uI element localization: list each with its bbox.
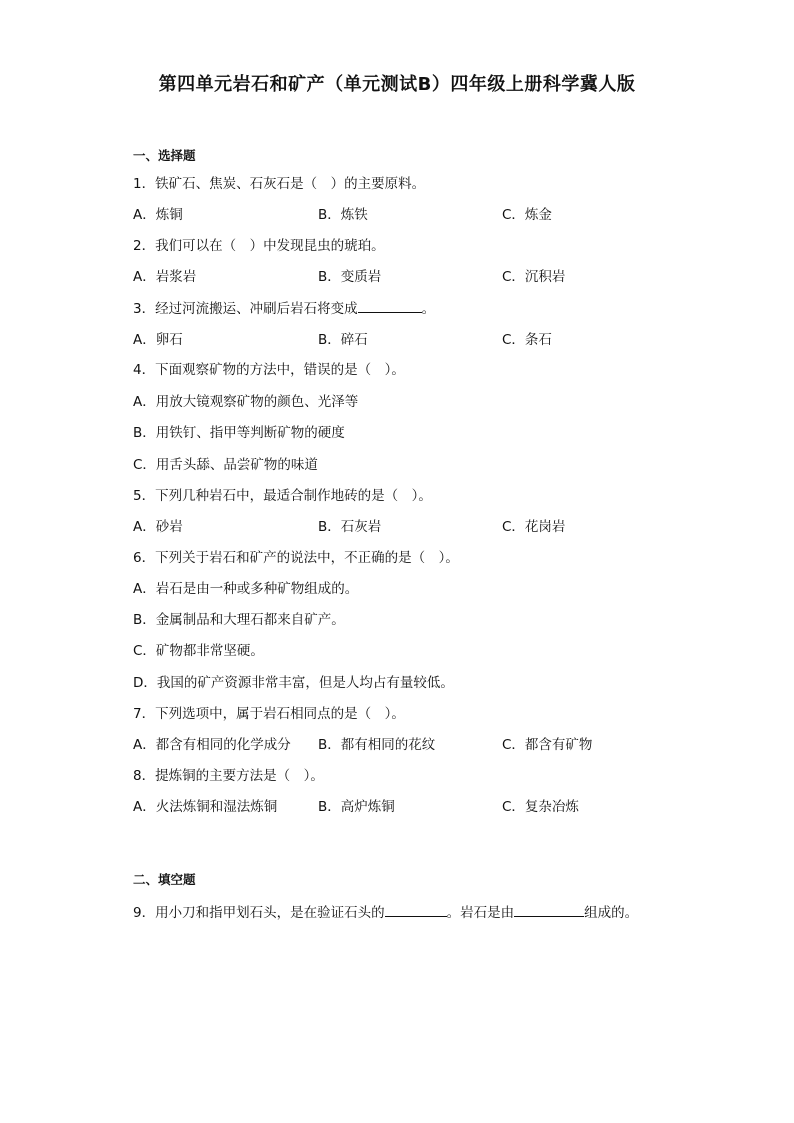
answer-blank-1[interactable]	[385, 904, 447, 917]
question-4-option-a: A．用放大镜观察矿物的颜色、光泽等	[133, 394, 359, 410]
question-9-text-1: 9．用小刀和指甲划石头，是在验证石头的	[133, 905, 385, 921]
question-8-option-b: B．高炉炼铜	[318, 799, 395, 815]
page-title: 第四单元岩石和矿产（单元测试B）四年级上册科学冀人版	[158, 74, 636, 95]
question-1-option-c: C．炼金	[502, 207, 552, 223]
question-4-stem: 4．下面观察矿物的方法中，错误的是（ ）。	[133, 362, 405, 378]
answer-blank-2[interactable]	[514, 904, 584, 917]
question-3-option-c: C．条石	[502, 332, 552, 348]
question-1-option-b: B．炼铁	[318, 207, 368, 223]
question-2-option-a: A．岩浆岩	[133, 269, 197, 285]
question-6-option-b: B．金属制品和大理石都来自矿产。	[133, 612, 345, 628]
question-6-stem: 6．下列关于岩石和矿产的说法中，不正确的是（ ）。	[133, 550, 459, 566]
question-2-option-c: C．沉积岩	[502, 269, 566, 285]
question-2-option-b: B．变质岩	[318, 269, 382, 285]
question-5-stem: 5．下列几种岩石中，最适合制作地砖的是（ ）。	[133, 488, 432, 504]
question-3-stem-text: 3．经过河流搬运、冲刷后岩石将变成	[133, 301, 358, 317]
question-9-text-2: 。岩石是由	[446, 905, 515, 921]
question-4-option-b: B．用铁钉、指甲等判断矿物的硬度	[133, 425, 345, 441]
question-8-option-a: A．火法炼铜和湿法炼铜	[133, 799, 278, 815]
question-5-option-b: B．石灰岩	[318, 519, 382, 535]
question-8-option-c: C．复杂冶炼	[502, 799, 579, 815]
question-7-option-b: B．都有相同的花纹	[318, 737, 436, 753]
question-3-option-a: A．卵石	[133, 332, 183, 348]
question-6-option-a: A．岩石是由一种或多种矿物组成的。	[133, 581, 359, 597]
question-3-option-b: B．碎石	[318, 332, 368, 348]
question-5-option-a: A．砂岩	[133, 519, 183, 535]
question-2-stem: 2．我们可以在（ ）中发现昆虫的琥珀。	[133, 238, 385, 254]
question-1-stem: 1．铁矿石、焦炭、石灰石是（ ）的主要原料。	[133, 176, 426, 192]
question-7-option-a: A．都含有相同的化学成分	[133, 737, 291, 753]
question-7-stem: 7．下列选项中，属于岩石相同点的是（ ）。	[133, 706, 405, 722]
answer-blank[interactable]	[358, 300, 422, 313]
question-8-stem: 8．提炼铜的主要方法是（ ）。	[133, 768, 324, 784]
section-heading-choice: 一、选择题	[133, 148, 196, 163]
question-9-stem	[133, 901, 638, 921]
section-heading-fill: 二、填空题	[133, 872, 196, 887]
question-6-option-c: C．矿物都非常坚硬。	[133, 643, 264, 659]
question-3-stem	[133, 297, 435, 317]
question-9-text-3: 组成的。	[584, 905, 639, 921]
question-3-stem-end: 。	[421, 301, 436, 317]
question-4-option-c: C．用舌头舔、品尝矿物的味道	[133, 457, 318, 473]
question-5-option-c: C．花岗岩	[502, 519, 566, 535]
question-7-option-c: C．都含有矿物	[502, 737, 593, 753]
question-6-option-d: D．我国的矿产资源非常丰富，但是人均占有量较低。	[133, 675, 454, 691]
question-1-option-a: A．炼铜	[133, 207, 183, 223]
